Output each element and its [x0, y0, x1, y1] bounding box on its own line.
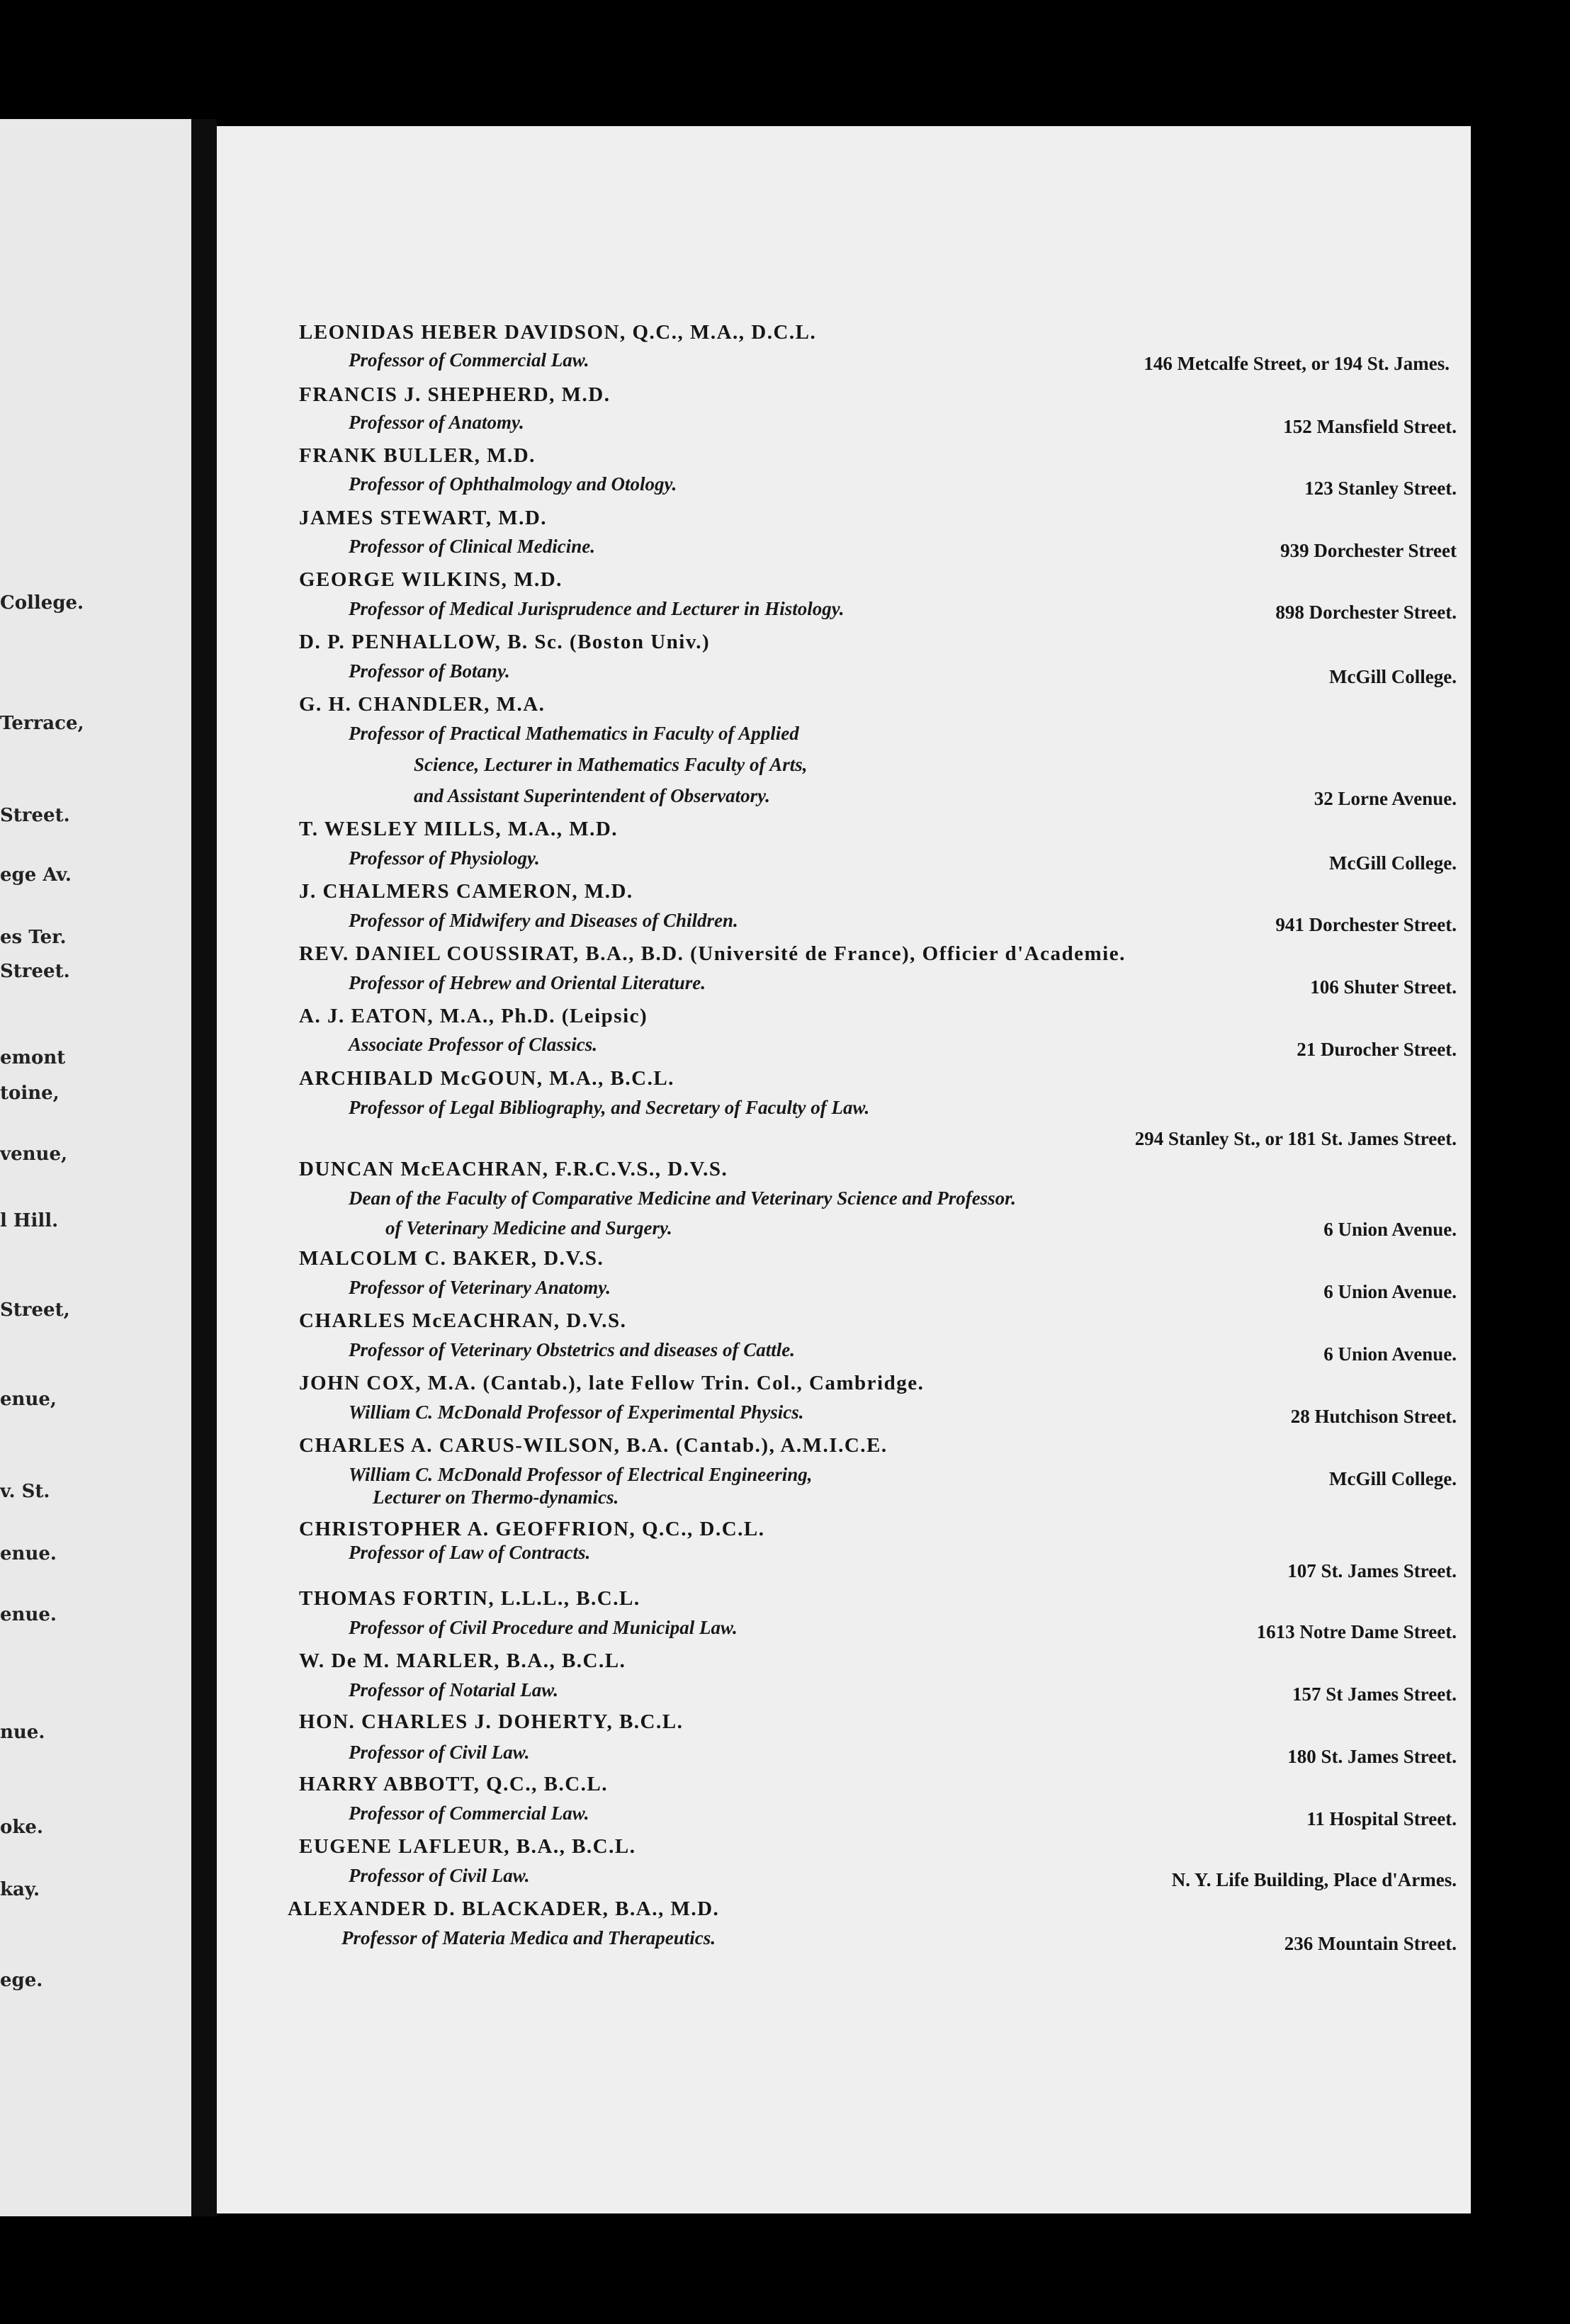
entry-address: 236 Mountain Street. [1284, 1933, 1457, 1954]
left-fragment-text: enue. [0, 1543, 57, 1564]
entry-name: ALEXANDER D. BLACKADER, B.A., M.D. [288, 1897, 720, 1920]
entry-title: William C. McDonald Professor of Electrical Engineering, [349, 1464, 813, 1485]
entry-address: McGill College. [1329, 852, 1457, 874]
left-fragment-text: College. [0, 592, 84, 614]
left-fragment-text: l Hill. [0, 1210, 59, 1231]
left-fragment-text: oke. [0, 1817, 43, 1838]
entry-address: 294 Stanley St., or 181 St. James Street. [1134, 1128, 1457, 1149]
entry-title: Dean of the Faculty of Comparative Medicine and Veterinary Science and Professor. [349, 1188, 1016, 1209]
entry-address: McGill College. [1329, 1468, 1457, 1489]
entry-name: LEONIDAS HEBER DAVIDSON, Q.C., M.A., D.C.L. [299, 321, 817, 344]
entry-address: 6 Union Avenue. [1323, 1281, 1457, 1302]
entry-title: Associate Professor of Classics. [349, 1034, 597, 1055]
entry-address: N. Y. Life Building, Place d'Armes. [1171, 1869, 1457, 1890]
entry-title: Professor of Ophthalmology and Otology. [349, 473, 677, 495]
entry-name: HARRY ABBOTT, Q.C., B.C.L. [299, 1773, 608, 1795]
entry-name: EUGENE LAFLEUR, B.A., B.C.L. [299, 1835, 636, 1858]
left-fragment-text: Street. [0, 961, 70, 982]
left-fragment-text: enue. [0, 1604, 57, 1625]
left-fragment-text: venue, [0, 1144, 68, 1165]
left-fragment-text: ege. [0, 1970, 43, 1991]
left-fragment-text: enue, [0, 1389, 57, 1410]
left-page-fragment [0, 119, 191, 2216]
entry-address: 123 Stanley Street. [1304, 478, 1457, 499]
entry-address: 941 Dorchester Street. [1275, 914, 1457, 935]
entry-name: W. De M. MARLER, B.A., B.C.L. [299, 1649, 626, 1672]
entry-address: 21 Durocher Street. [1297, 1039, 1457, 1060]
entry-title: William C. McDonald Professor of Experimental Physics. [349, 1401, 804, 1423]
entry-title: and Assistant Superintendent of Observatory. [414, 785, 770, 806]
entry-title: Science, Lecturer in Mathematics Faculty of Arts, [414, 754, 808, 775]
entry-name: GEORGE WILKINS, M.D. [299, 568, 563, 591]
entry-title: Professor of Law of Contracts. [349, 1542, 591, 1563]
entry-title: Professor of Clinical Medicine. [349, 536, 595, 557]
entry-name: THOMAS FORTIN, L.L.L., B.C.L. [299, 1587, 640, 1610]
entry-name: MALCOLM C. BAKER, D.V.S. [299, 1247, 604, 1270]
left-fragment-text: Street. [0, 805, 70, 826]
entry-name: CHRISTOPHER A. GEOFFRION, Q.C., D.C.L. [299, 1518, 765, 1540]
entry-title: Professor of Veterinary Obstetrics and diseases of Cattle. [349, 1339, 795, 1360]
entry-title: Professor of Medical Jurisprudence and Lecturer in Histology. [349, 598, 845, 619]
entry-name: CHARLES McEACHRAN, D.V.S. [299, 1309, 627, 1332]
entry-title: Professor of Midwifery and Diseases of Children. [349, 910, 738, 931]
entry-address: 6 Union Avenue. [1323, 1343, 1457, 1365]
left-fragment-text: nue. [0, 1722, 45, 1743]
entry-title: Professor of Commercial Law. [349, 349, 589, 371]
left-fragment-text: v. St. [0, 1481, 50, 1502]
entry-name: REV. DANIEL COUSSIRAT, B.A., B.D. (Université de France), Officier d'Academie. [299, 942, 1126, 965]
entry-title: Professor of Botany. [349, 660, 510, 682]
entry-name: CHARLES A. CARUS-WILSON, B.A. (Cantab.), A.M.I.C.E. [299, 1434, 888, 1457]
entry-name: JOHN COX, M.A. (Cantab.), late Fellow Trin. Col., Cambridge. [299, 1372, 925, 1394]
entry-title: Professor of Commercial Law. [349, 1803, 589, 1824]
left-fragment-text: kay. [0, 1879, 40, 1900]
entry-address: 157 St James Street. [1292, 1683, 1457, 1705]
left-fragment-text: es Ter. [0, 927, 67, 948]
entry-address: 1613 Notre Dame Street. [1256, 1621, 1457, 1642]
left-fragment-text: toine, [0, 1083, 60, 1104]
entry-address: McGill College. [1329, 666, 1457, 687]
entry-title: Professor of Civil Law. [349, 1742, 530, 1763]
entry-title: of Veterinary Medicine and Surgery. [385, 1217, 672, 1239]
entry-address: 146 Metcalfe Street, or 194 St. James. [1143, 353, 1450, 374]
entry-title: Professor of Veterinary Anatomy. [349, 1277, 611, 1298]
entry-name: ARCHIBALD McGOUN, M.A., B.C.L. [299, 1067, 674, 1090]
entry-title: Professor of Civil Law. [349, 1865, 530, 1886]
left-fragment-text: Terrace, [0, 713, 84, 734]
entry-address: 898 Dorchester Street. [1275, 602, 1457, 623]
entry-name: HON. CHARLES J. DOHERTY, B.C.L. [299, 1710, 684, 1733]
entry-title: Professor of Hebrew and Oriental Literature. [349, 972, 706, 993]
entry-title: Professor of Legal Bibliography, and Secretary of Faculty of Law. [349, 1097, 870, 1118]
entry-name: DUNCAN McEACHRAN, F.R.C.V.S., D.V.S. [299, 1158, 728, 1180]
entry-address: 939 Dorchester Street [1280, 540, 1457, 561]
entry-address: 6 Union Avenue. [1323, 1219, 1457, 1240]
left-fragment-text: emont [0, 1047, 66, 1068]
entry-name: G. H. CHANDLER, M.A. [299, 693, 546, 716]
entry-name: JAMES STEWART, M.D. [299, 507, 548, 529]
left-fragment-text: Street, [0, 1299, 70, 1321]
entry-name: T. WESLEY MILLS, M.A., M.D. [299, 818, 619, 840]
entry-address: 11 Hospital Street. [1306, 1808, 1457, 1829]
entry-title: Professor of Materia Medica and Therapeutics. [341, 1927, 716, 1948]
entry-name: FRANCIS J. SHEPHERD, M.D. [299, 383, 611, 406]
entry-title: Professor of Physiology. [349, 847, 540, 869]
entry-address: 180 St. James Street. [1287, 1746, 1457, 1767]
entry-name: J. CHALMERS CAMERON, M.D. [299, 880, 633, 903]
entry-address: 152 Mansfield Street. [1283, 416, 1457, 437]
entry-title: Professor of Notarial Law. [349, 1679, 558, 1700]
entry-title: Professor of Practical Mathematics in Faculty of Applied [349, 723, 799, 744]
entry-title: Lecturer on Thermo-dynamics. [373, 1487, 619, 1508]
entry-name: FRANK BULLER, M.D. [299, 444, 536, 467]
main-page [217, 126, 1471, 2213]
entry-address: 107 St. James Street. [1287, 1560, 1457, 1581]
page-gutter [191, 119, 217, 2216]
entry-address: 28 Hutchison Street. [1290, 1406, 1457, 1427]
entry-name: D. P. PENHALLOW, B. Sc. (Boston Univ.) [299, 631, 711, 653]
left-fragment-text: ege Av. [0, 864, 72, 886]
entry-name: A. J. EATON, M.A., Ph.D. (Leipsic) [299, 1005, 648, 1027]
entry-address: 32 Lorne Avenue. [1314, 788, 1457, 809]
entry-title: Professor of Anatomy. [349, 412, 524, 433]
entry-address: 106 Shuter Street. [1310, 976, 1457, 998]
entry-title: Professor of Civil Procedure and Municipal Law. [349, 1617, 738, 1638]
